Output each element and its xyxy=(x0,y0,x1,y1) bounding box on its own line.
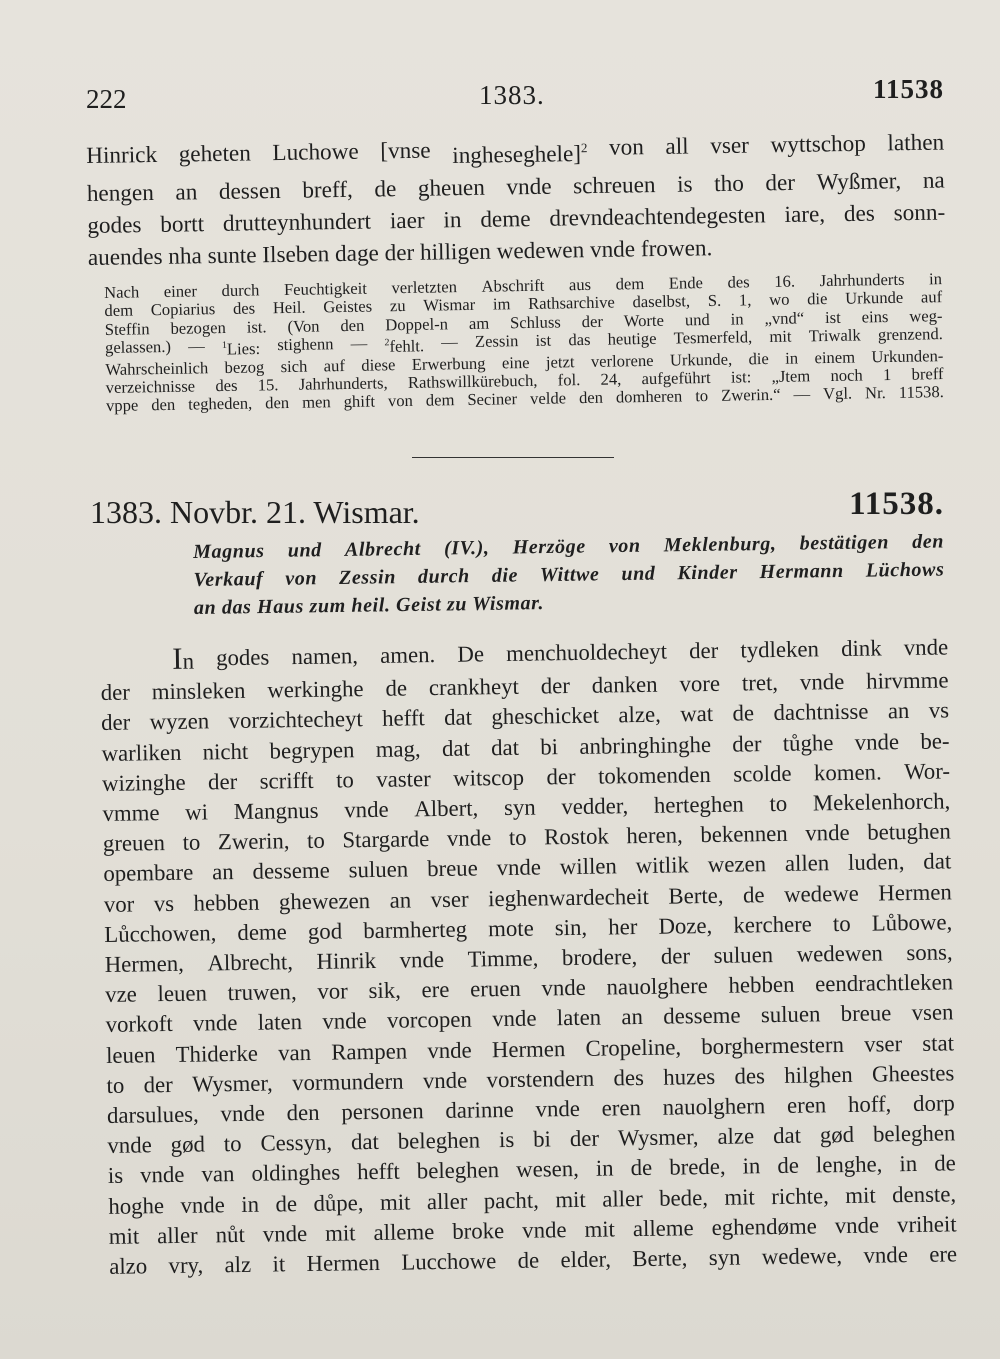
text-line: hengen an dessen breff, de gheuen vnde schreuen is tho der Wyßmer, na xyxy=(86,167,945,207)
continued-text xyxy=(86,127,946,274)
text-line: hoghe vnde in de důpe, mit aller pacht, mit aller bede, mit richte, mit denste, xyxy=(108,1181,957,1219)
text-line: vmme wi Mangnus vnde Albert, syn vedder, herteghen to Mekelenhorch, xyxy=(102,788,951,826)
text-line: greuen to Zwerin, to Stargarde vnde to Rostok heren, bekennen vnde betughen xyxy=(102,818,951,857)
text-line: vorkoft vnde laten vnde vorcopen vnde laten an desseme suluen breue vsen xyxy=(105,999,954,1038)
note-line: Nach einer durch Feuchtigkeit verletzten Abschrift aus dem Ende des 16. Jahrhunderts in xyxy=(103,269,943,302)
document-date-place: 1383. Novbr. 21. Wismar. xyxy=(90,494,420,530)
footnote-mark-2: 2 xyxy=(384,337,390,349)
text-line: auendes nha sunte Ilseben dage der hilligen wedewen vnde frowen. xyxy=(87,234,713,271)
text-line: darsulues, vnde den personen darinne vnde eren nauolghern eren hoff, dorp xyxy=(106,1090,956,1128)
text-line: vnde gød to Cessyn, dat beleghen is bi der Wysmer, alze dat gød beleghen xyxy=(107,1120,956,1159)
note-line: gelassen.) — $^1$Lies: stighenn — $^2$fehlt. — Zessin ist das heutige Tesmerfeld, mit Triwalk grenzend. xyxy=(104,323,943,359)
summary-line: Magnus und Albrecht (IV.), Herzöge von Meklenburg, bestätigen den xyxy=(193,530,945,563)
text-line: der wyzen vorzichtecheyt hefft dat gheschicket alze, wat de dachtnisse an vs xyxy=(100,697,950,736)
document-summary xyxy=(193,528,945,622)
footnote-mark: 2 xyxy=(580,140,588,156)
text-line: In godes namen, amen. De menchuoldecheyt der tydleken dink vnde xyxy=(171,634,949,676)
note-line: vppe den tegheden, den men ghift von dem Seciner velde den domheren to Zwerin.“ — Vgl. Nr. 11538. xyxy=(105,382,944,416)
text-line: Hinrick geheten Luchowe [vnse ingheseghele]$^2$ von all vser wyttschop lathen xyxy=(86,129,945,169)
text-line: vor vs hebben ghewezen an vser ieghenwardecheit Berte, de wedewe Hermen xyxy=(103,879,952,917)
note-line: dem Copiarius des Heil. Geistes zu Wismar im Rathsarchive daselbst, S. 1, wo die Urkunde auf xyxy=(104,287,943,321)
text-line: leuen Thiderke van Rampen vnde Hermen Cropeline, borghermestern vser stat xyxy=(105,1030,955,1068)
text-line: mit aller nůt vnde mit alleme broke vnde mit alleme eghendøme vnde vriheit xyxy=(108,1211,957,1249)
text-line: Lůcchowen, deme god barmherteg mote sin, her Doze, kerchere to Lůbowe, xyxy=(104,909,953,947)
page-number: 222 xyxy=(86,84,127,114)
summary-line: an das Haus zum heil. Geist zu Wismar. xyxy=(193,592,545,619)
summary-line: Verkauf von Zessin durch die Wittwe und Kinder Hermann Lüchows xyxy=(193,558,945,591)
section-divider xyxy=(412,457,614,458)
text-line: godes bortt drutteynhundert iaer in deme drevndeachtendegesten iare, des sonn- xyxy=(87,199,946,239)
note-line: Steffin bezogen ist. (Von den Doppel-n am Schluss der Worte und in „vnd“ ist eins weg- xyxy=(104,305,943,339)
text-line: Hermen, Albrecht, Hinrik vnde Timme, brodere, der suluen wedewen sons, xyxy=(104,939,953,977)
text-line: vze leuen truwen, vor sik, ere eruen vnde nauolghere hebben eendrachtleken xyxy=(105,969,954,1008)
text-line: alzo vry, alz it Hermen Lucchowe de elder, Berte, syn wedewe, vnde ere xyxy=(109,1241,958,1279)
note-line: verzeichnisse des 15. Jahrhunderts, Rathswillkürebuch, fol. 24, aufgeführt ist: „Jtem noch 1 breff xyxy=(105,364,944,398)
text-line: opembare an desseme suluen breue vnde willen witlik wezen allen luden, dat xyxy=(103,848,952,887)
text-line: warliken nicht begrypen mag, dat dat bi anbringhinghe der tůghe vnde be- xyxy=(101,728,950,766)
note-line: Wahrscheinlich bezog sich auf diese Erwerbung eine jetzt verlorene Urkunde, die in einem Urkunden- xyxy=(105,345,944,379)
text-line: is vnde van oldinghes hefft beleghen wesen, in de brede, in de lenghe, in de xyxy=(107,1150,956,1189)
document-text xyxy=(100,632,957,1282)
running-head-year: 1383. xyxy=(479,80,545,110)
footnote-mark-1: 1 xyxy=(221,339,227,351)
running-head xyxy=(86,74,944,114)
source-notes xyxy=(104,270,944,415)
text-line: to der Wysmer, vormundern vnde vorstendern des huzes des hilghen Gheestes xyxy=(106,1060,955,1098)
initial-letter: I xyxy=(171,640,183,676)
document-number: 11538. xyxy=(849,486,944,522)
text-line: wizinghe der scrifft to vaster witscop der tokomenden scolde komen. Wor- xyxy=(101,758,951,796)
text-line: der minsleken werkinghe de crankheyt der danken vore tret, vnde hirvmme xyxy=(100,667,949,706)
running-head-doc-number: 11538 xyxy=(872,74,944,104)
